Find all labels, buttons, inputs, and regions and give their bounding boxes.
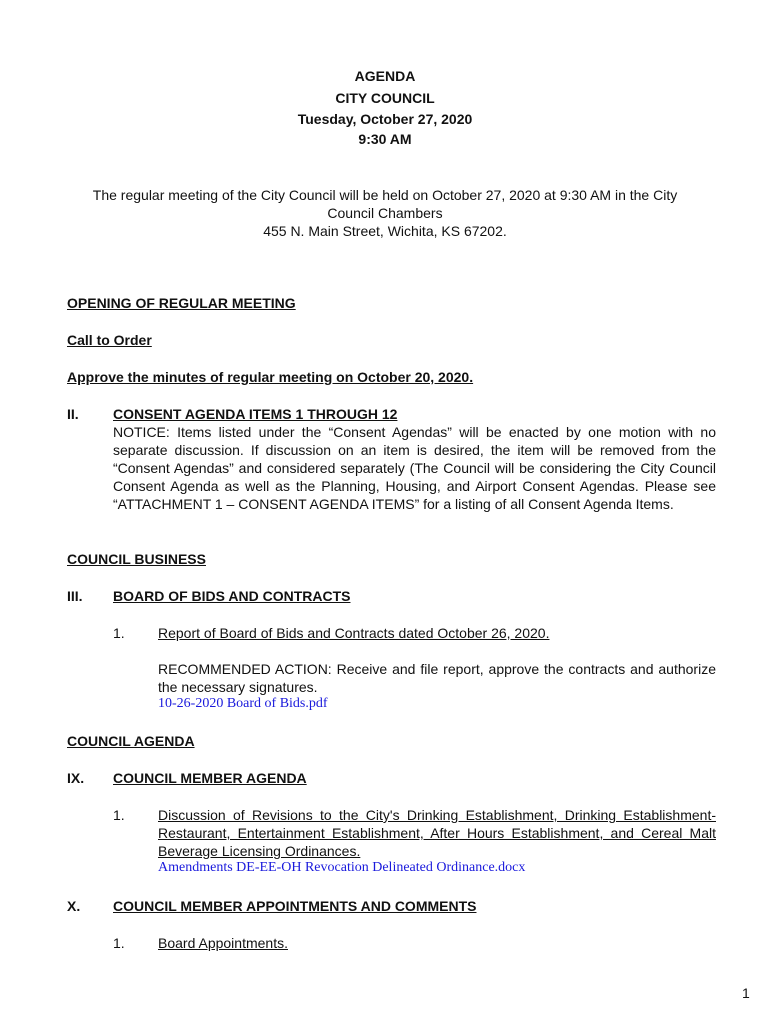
council-agenda-heading: COUNCIL AGENDA — [67, 733, 195, 749]
section-iii-item-number: 1. — [113, 625, 125, 641]
ordinance-attachment-link[interactable]: Amendments DE-EE-OH Revocation Delineated Ordinance.docx — [158, 860, 526, 875]
meeting-date: Tuesday, October 27, 2020 — [297, 111, 473, 127]
section-ix-numeral: IX. — [67, 770, 85, 786]
section-x-item-title: Board Appointments. — [158, 935, 288, 951]
recommended-action: RECOMMENDED ACTION: Receive and file report, approve the contracts and authorize the necessary signatures. — [158, 661, 716, 695]
intro-line-2: Council Chambers — [327, 205, 443, 221]
section-ix-item-title: Discussion of Revisions to the City's Drinking Establishment, Drinking Establishment-Restaurant, Entertainment Establishment, After Hours Establishment, and Cereal Malt Beverage Licensing Ordinances. — [158, 807, 716, 859]
council-title: CITY COUNCIL — [335, 90, 435, 106]
page-number: 1 — [742, 985, 750, 1001]
section-ix-item-number: 1. — [113, 807, 125, 823]
section-iii-numeral: III. — [67, 588, 83, 604]
section-iii-title: BOARD OF BIDS AND CONTRACTS — [113, 588, 351, 604]
board-of-bids-attachment-link[interactable]: 10-26-2020 Board of Bids.pdf — [158, 696, 328, 711]
section-x-numeral: X. — [67, 898, 81, 914]
section-ix-title: COUNCIL MEMBER AGENDA — [113, 770, 307, 786]
approve-minutes: Approve the minutes of regular meeting on October 20, 2020. — [67, 369, 474, 385]
intro-line-1: The regular meeting of the City Council will be held on October 27, 2020 at 9:30 AM in the City — [92, 187, 678, 203]
section-ii-numeral: II. — [67, 406, 79, 422]
meeting-time: 9:30 AM — [358, 131, 412, 147]
opening-heading: OPENING OF REGULAR MEETING — [67, 295, 296, 311]
section-ii-title: CONSENT AGENDA ITEMS 1 THROUGH 12 — [113, 406, 398, 422]
section-x-item-number: 1. — [113, 935, 125, 951]
call-to-order: Call to Order — [67, 332, 152, 348]
council-business-heading: COUNCIL BUSINESS — [67, 551, 206, 567]
intro-line-3: 455 N. Main Street, Wichita, KS 67202. — [263, 223, 507, 239]
section-x-title: COUNCIL MEMBER APPOINTMENTS AND COMMENTS — [113, 898, 477, 914]
section-iii-item-title: Report of Board of Bids and Contracts dated October 26, 2020. — [158, 625, 550, 641]
consent-notice: NOTICE: Items listed under the “Consent Agendas” will be enacted by one motion with no separate discussion. If discussion on an item is desired, the item will be removed from the “Consent Agendas” and considered separately (The Council will be considering the City Council Consent Agenda as well as the Planning, Housing, and Airport Consent Agendas. Please see “ATTACHMENT 1 – CONSENT AGENDA ITEMS” for a listing of all Consent Agenda Items. — [113, 424, 716, 512]
agenda-title: AGENDA — [354, 68, 416, 84]
